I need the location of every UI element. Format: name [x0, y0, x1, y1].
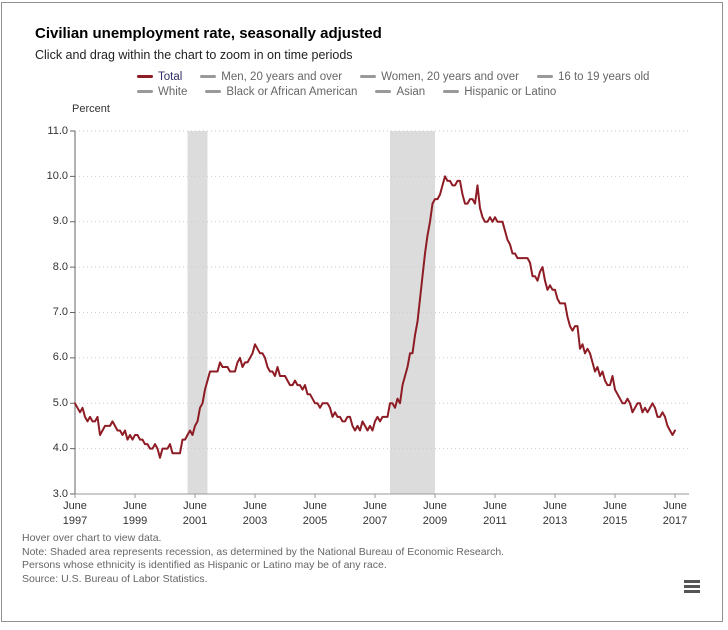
chart-footer [22, 532, 504, 586]
legend-item-label: Women, 20 years and over [381, 70, 519, 83]
y-axis-tick-label: 8.0 [52, 260, 68, 273]
x-axis-tick-label: June 1999 [122, 500, 148, 527]
recession-band [188, 131, 208, 494]
x-axis-tick-label: June 2005 [302, 500, 328, 527]
hamburger-icon [684, 590, 700, 593]
x-axis-tick-label: June 2017 [662, 500, 688, 527]
y-axis-tick-label: 9.0 [52, 215, 68, 228]
chart-subtitle: Click and drag within the chart to zoom in on time periods [35, 48, 353, 62]
hamburger-icon [684, 580, 700, 583]
legend-item-label: White [158, 85, 188, 98]
footer-note-line: Persons whose ethnicity is identified as Hispanic or Latino may be of any race. [22, 559, 387, 571]
y-axis-tick-label: 4.0 [52, 442, 68, 455]
y-axis-tick-label: 3.0 [52, 487, 68, 500]
y-axis-tick-label: 11.0 [47, 124, 68, 137]
footer-note-line: Source: U.S. Bureau of Labor Statistics. [22, 572, 208, 585]
chart-title: Civilian unemployment rate, seasonally adjusted [35, 25, 382, 42]
legend-item-label: Asian [396, 85, 426, 98]
legend-item-label: Hispanic or Latino [464, 85, 557, 98]
chart-context-menu-button[interactable] [683, 577, 703, 595]
y-axis-tick-label: 5.0 [52, 396, 68, 409]
x-axis-tick-label: June 2003 [242, 500, 268, 527]
recession-band [390, 131, 435, 494]
x-axis-tick-label: June 2001 [182, 500, 208, 527]
legend-item-label: Men, 20 years and over [221, 70, 343, 83]
legend-item-label: Black or African American [226, 85, 358, 98]
x-axis-tick-label: June 1997 [62, 500, 88, 527]
footer-note-line: Note: Shaded area represents recession, as determined by the National Bureau of Economic Research. [22, 545, 505, 558]
y-axis-title: Percent [72, 103, 110, 115]
legend-item-label: Total [158, 70, 183, 83]
legend-item-label: 16 to 19 years old [558, 70, 650, 83]
x-axis-tick-label: June 2015 [602, 500, 628, 527]
x-axis-tick-label: June 2007 [362, 500, 388, 527]
x-axis-tick-label: June 2011 [483, 500, 507, 527]
series-total-line [75, 176, 675, 457]
y-axis-tick-label: 6.0 [52, 351, 68, 364]
y-axis-tick-label: 7.0 [52, 306, 68, 318]
y-axis-tick-label: 10.0 [46, 169, 68, 182]
x-axis-tick-label: June 2013 [542, 500, 568, 527]
hamburger-icon [684, 585, 700, 588]
x-axis-tick-label: June 2009 [422, 500, 448, 527]
footer-note-line: Hover over chart to view data. [22, 532, 162, 544]
